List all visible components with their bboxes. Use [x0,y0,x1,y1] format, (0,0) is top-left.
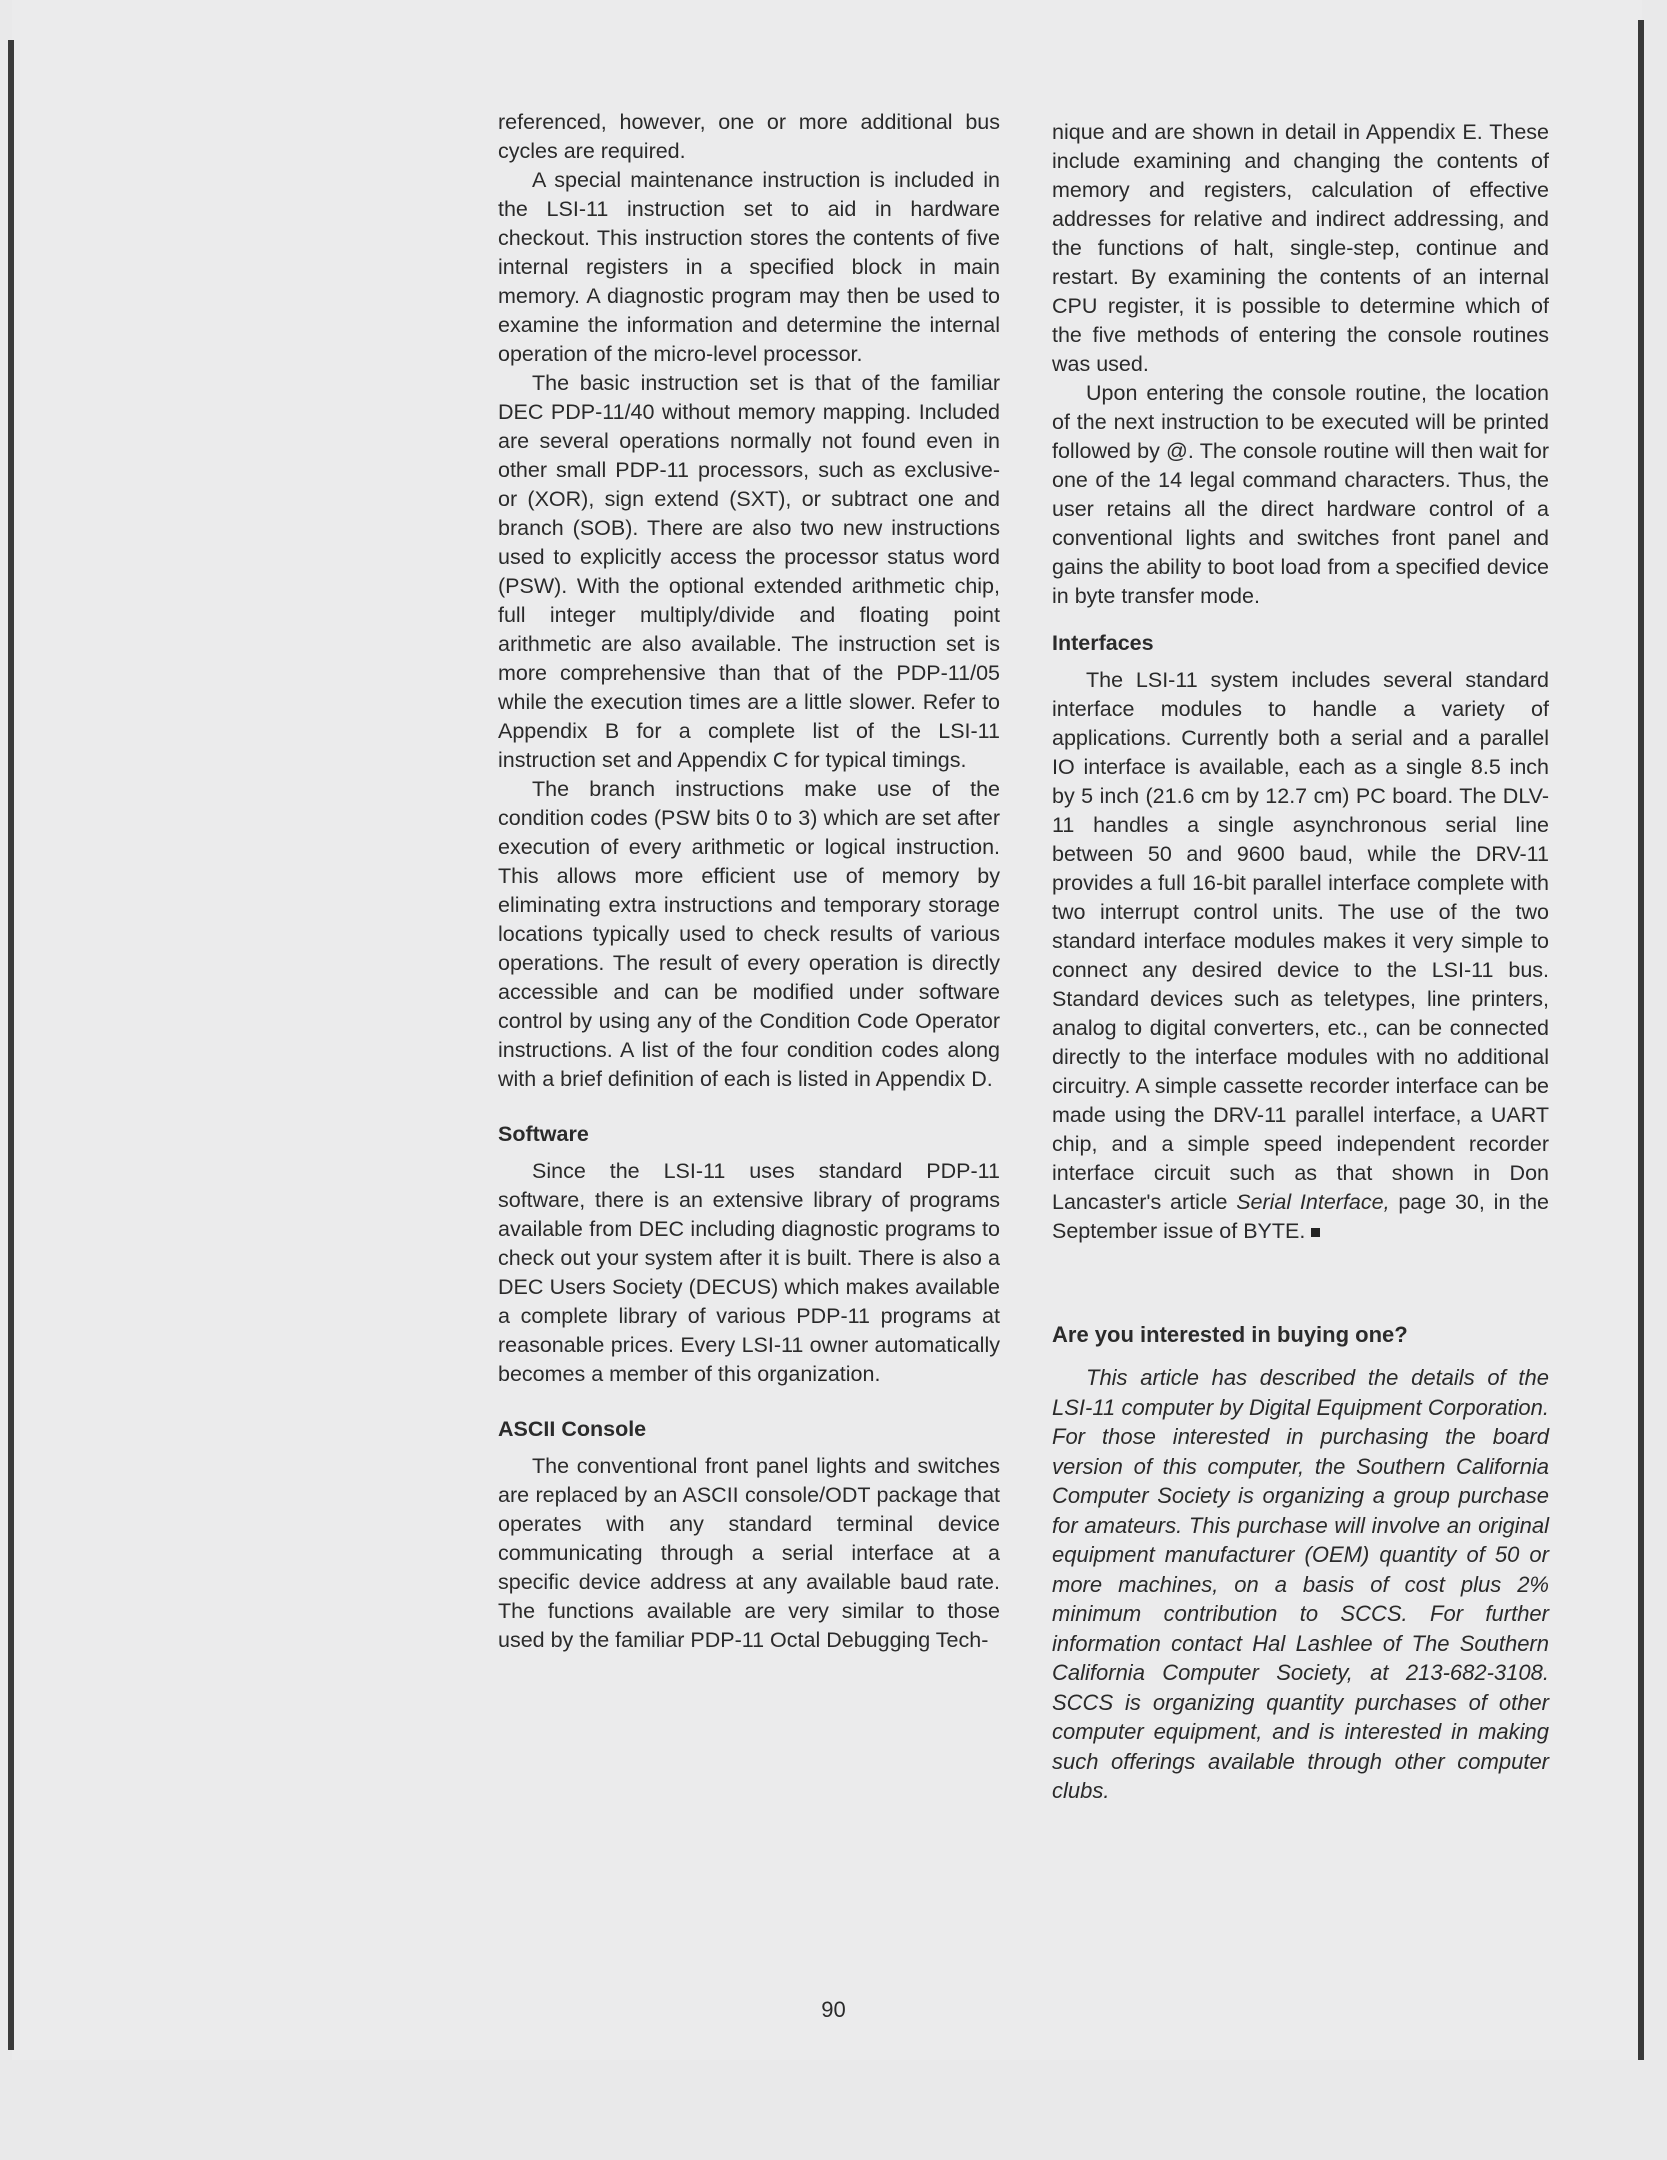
page-number: 90 [821,1997,846,2022]
heading-interfaces: Interfaces [1052,631,1154,655]
sidebar-body: This article has described the details of the LSI-11 computer by Digital Equipment Corporation. For those interested in purchasing the board version of this computer, the Southern California Computer Society is organizing a group purchase for amateurs. This purchase will involve an original equipment manufacturer (OEM) quantity of 50 or more machines, on a basis of cost plus 2% minimum contribution to SCCS. For further information contact Hal Lashlee of The Southern California Computer Society, at 213-682-3108. SCCS is organizing quantity purchases of other computer equipment, and is interested in making such offerings available through other computer clubs. [1052,1365,1549,1803]
paragraph-ascii-console: The conventional front panel lights and switches are replaced by an ASCII console/ODT package that operates with any standard terminal device communicating through a serial interface at a specific device address at any available baud rate. The functions available are very similar to those used by the familiar PDP-11 Octal Debugging Tech- [498,1454,1000,1652]
paragraph-maintenance-instruction: A special maintenance instruction is included in the LSI-11 instruction set to aid in hardware checkout. This instruction stores the contents of five internal registers in a specified block in main memory. A diagnostic program may then be used to examine the information and determine the internal operation of the micro-level processor. [498,168,1000,366]
heading-ascii-console: ASCII Console [498,1417,647,1441]
paragraph-odt-continued: nique and are shown in detail in Appendix E. These include examining and changing the contents of memory and registers, calculation of effective addresses for relative and indirect addressing, and the functions of halt, single-step, continue and restart. By examining the contents of an internal CPU register, it is possible to determine which of the five methods of entering the console routines was used. [1052,120,1549,376]
left-column [498,108,1000,1655]
paragraph-console-routine: Upon entering the console routine, the location of the next instruction to be executed will be printed followed by @. The console routine will then wait for one of the 14 legal command characters. Thus, the user retains all the direct hardware control of a conventional lights and switches front panel and gains the ability to boot load from a specified device in byte transfer mode. [1052,381,1549,608]
heading-software: Software [498,1122,589,1146]
paragraph-interfaces [1052,666,1549,1246]
paragraph-instruction-set: The basic instruction set is that of the familiar DEC PDP-11/40 without memory mapping. Included are several operations normally not found even in other small PDP-11 processors, such as exclusive-or (XOR), sign extend (SXT), or subtract one and branch (SOB). There are also two new instructions used to explicitly access the processor status word (PSW). With the optional extended arithmetic chip, full integer multiply/divide and floating point arithmetic are also available. The instruction set is more comprehensive than that of the PDP-11/05 while the execution times are a little slower. Refer to Appendix B for a complete list of the LSI-11 instruction set and Appendix C for typical timings. [498,371,1000,772]
scan-edge-left [8,40,14,2050]
sidebar-heading: Are you interested in buying one? [1052,1322,1408,1347]
paragraph-branch-instructions: The branch instructions make use of the condition codes (PSW bits 0 to 3) which are set after execution of every arithmetic or logical instruction. This allows more efficient use of memory by eliminating extra instructions and temporary storage locations typically used to check results of various operations. The result of every operation is directly accessible and can be modified under software control by using any of the Condition Code Operator instructions. A list of the four condition codes along with a brief definition of each is listed in Appendix D. [498,777,1000,1091]
interfaces-text-end: page 30, in the September issue of BYTE. [1052,1190,1550,1243]
interfaces-text: The LSI-11 system includes several standard interface modules to handle a variety of applications. Currently both a serial and a parallel IO interface is available, each as a single 8.5 inch by 5 inch (21.6 cm by 12.7 cm) PC board. The DLV-11 handles a single asynchronous serial line between 50 and 9600 baud, while the DRV-11 provides a full 16-bit parallel interface complete with two interrupt control units. The use of the two standard interface modules makes it very simple to connect any desired device to the LSI-11 bus. Standard devices such as teletypes, line printers, analog to digital converters, etc., can be connected directly to the interface modules with no additional circuitry. A simple cassette recorder interface can be made using the DRV-11 parallel interface, a UART chip, and a simple speed independent recorder interface circuit such as that shown in Don Lancaster's article [1052,668,1549,1214]
end-of-article-mark-icon [1311,1228,1320,1237]
paragraph-software: Since the LSI-11 uses standard PDP-11 software, there is an extensive library of programs available from DEC including diagnostic programs to check out your system after it is built. There is also a DEC Users Society (DECUS) which makes available a complete library of various PDP-11 programs at reasonable prices. Every LSI-11 owner automatically becomes a member of this organization. [498,1159,1000,1386]
article-title-reference: Serial Interface, [1236,1190,1390,1214]
sidebar-box [1052,1320,1549,1806]
right-column [1052,118,1549,1806]
scan-edge-right [1638,20,1644,2060]
paragraph-bus-cycles: referenced, however, one or more additional bus cycles are required. [498,110,1000,163]
